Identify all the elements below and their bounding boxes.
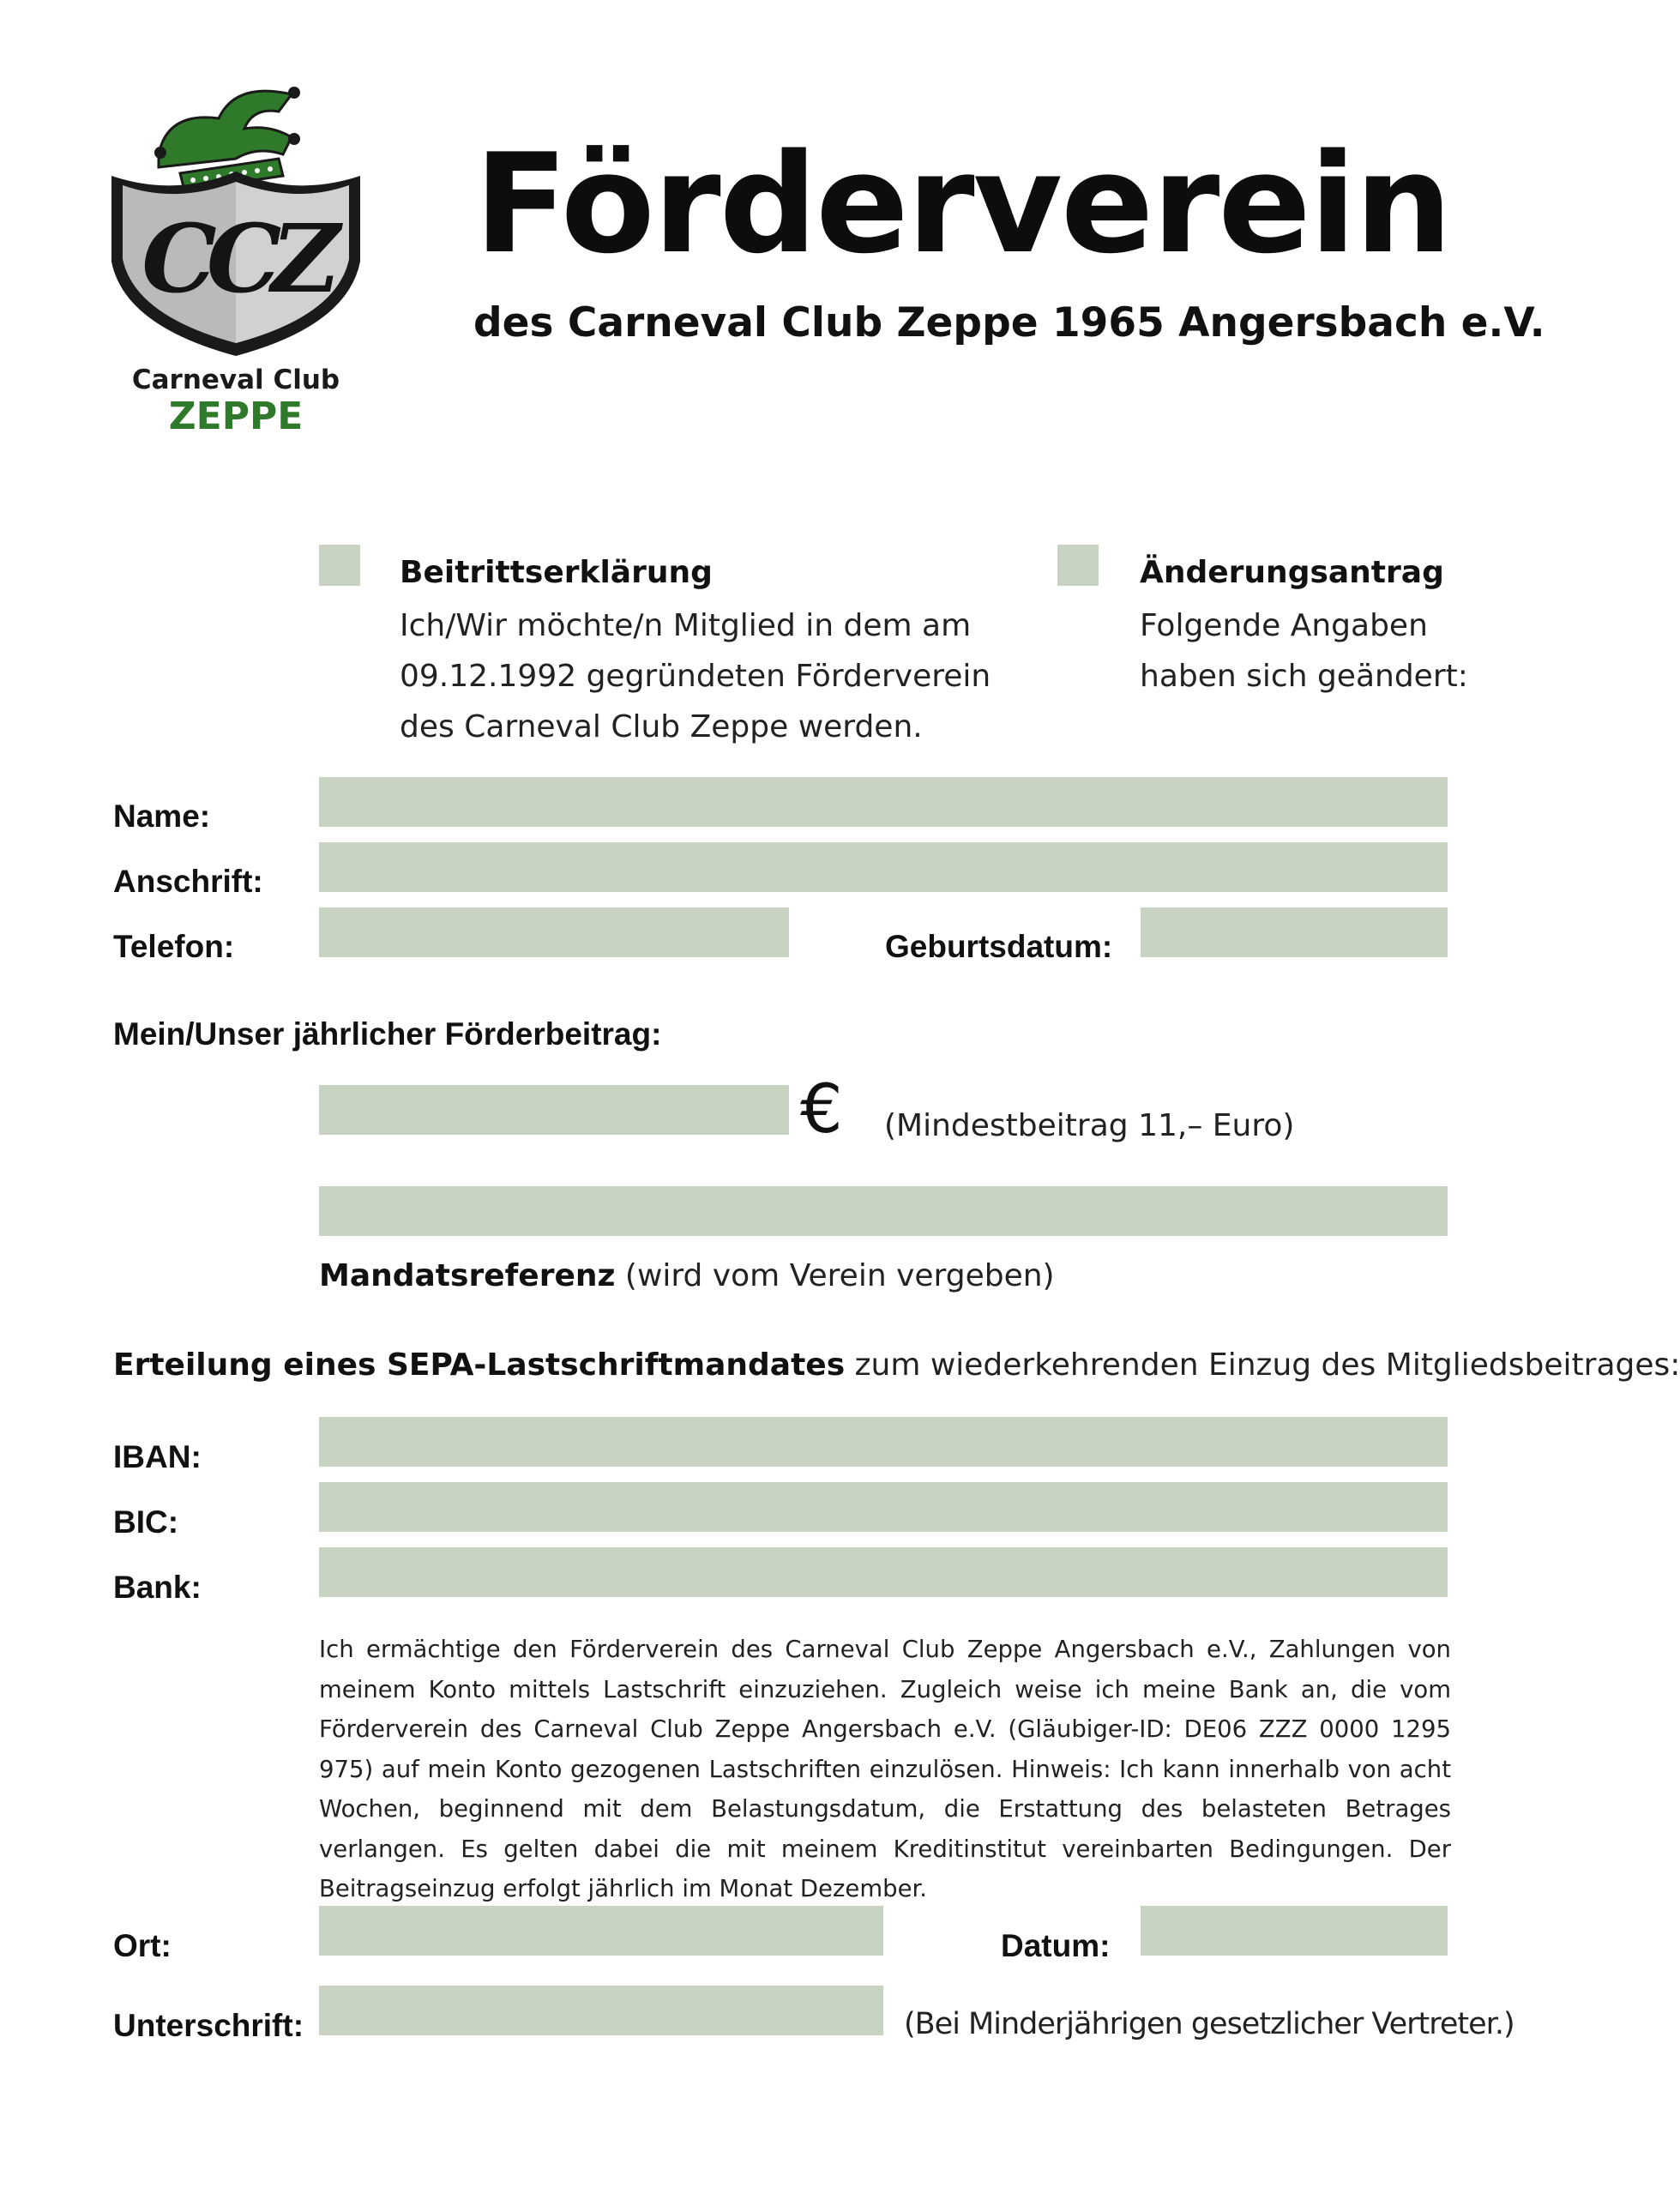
iban-label: IBAN: <box>113 1439 202 1474</box>
contribution-amount-field[interactable] <box>319 1085 789 1135</box>
address-field[interactable] <box>319 842 1448 892</box>
sepa-heading-rest: zum wiederkehrenden Einzug des Mitgliedsbeitrages: <box>845 1347 1680 1383</box>
club-logo <box>107 77 364 446</box>
bank-field[interactable] <box>319 1547 1448 1597</box>
euro-sign: € <box>800 1071 843 1148</box>
join-line-1: Ich/Wir möchte/n Mitglied in dem am <box>400 608 972 643</box>
mandate-reference-note: (wird vom Verein vergeben) <box>615 1258 1055 1293</box>
phone-field[interactable] <box>319 907 789 957</box>
jester-shield-icon <box>107 77 364 360</box>
birthdate-field[interactable] <box>1141 907 1448 957</box>
join-line-3: des Carneval Club Zeppe werden. <box>400 709 923 744</box>
join-checkbox[interactable] <box>319 545 360 586</box>
sepa-heading-bold: Erteilung eines SEPA-Lastschriftmandates <box>113 1347 846 1383</box>
page-title: Förderverein <box>474 124 1451 284</box>
page-subtitle: des Carneval Club Zeppe 1965 Angersbach e.V. <box>473 299 1545 347</box>
mandate-reference-label <box>319 1258 1055 1293</box>
bic-label: BIC: <box>113 1504 179 1540</box>
mandate-reference-field[interactable] <box>319 1186 1448 1236</box>
place-label: Ort: <box>113 1928 172 1963</box>
birthdate-label: Geburtsdatum: <box>885 929 1113 964</box>
signature-field[interactable] <box>319 1986 883 2035</box>
sepa-heading <box>113 1347 1680 1383</box>
phone-label: Telefon: <box>113 929 235 964</box>
mandate-reference-title: Mandatsreferenz <box>319 1258 616 1293</box>
address-label: Anschrift: <box>113 864 263 899</box>
name-label: Name: <box>113 799 211 834</box>
date-label: Datum: <box>1001 1928 1111 1963</box>
signature-label: Unterschrift: <box>113 2008 304 2043</box>
join-heading: Beitrittserklärung <box>400 555 713 590</box>
bic-field[interactable] <box>319 1482 1448 1532</box>
logo-line-1: Carneval Club <box>131 365 340 395</box>
contribution-heading: Mein/Unser jährlicher Förderbeitrag: <box>113 1016 662 1052</box>
change-line-2: haben sich geändert: <box>1140 659 1468 694</box>
change-heading: Änderungsantrag <box>1140 555 1444 590</box>
iban-field[interactable] <box>319 1417 1448 1467</box>
change-checkbox[interactable] <box>1057 545 1099 586</box>
join-line-2: 09.12.1992 gegründeten Förderverein <box>400 659 991 694</box>
svg-text:CCZ: CCZ <box>142 203 330 314</box>
bank-label: Bank: <box>113 1570 202 1605</box>
date-field[interactable] <box>1141 1906 1448 1956</box>
change-line-1: Folgende Angaben <box>1140 608 1428 643</box>
sepa-authorization-text: Ich ermächtige den Förderverein des Carneval Club Zeppe Angersbach e.V., Zahlungen von meinem Konto mittels Lastschrift einzuziehen. Zugleich weise ich meine Bank an, die vom Förderverein des Carneval Club Zeppe Angersbach e.V. (Gläubiger-ID: DE06 ZZZ 0000 1295 975) auf mein Konto gezogenen Lastschriften einzulösen. Hinweis: Ich kann innerhalb von acht Wochen, beginnend mit dem Belastungsdatum, die Erstattung des belasteten Betrages verlangen. Es gelten dabei die mit meinem Kreditinstitut vereinbarten Bedingungen. Der Beitragseinzug erfolgt jährlich im Monat Dezember. <box>319 1636 1451 1902</box>
minimum-contribution-note: (Mindestbeitrag 11,– Euro) <box>884 1108 1295 1143</box>
minor-guardian-note: (Bei Minderjährigen gesetzlicher Vertreter.) <box>904 2007 1514 2041</box>
place-field[interactable] <box>319 1906 883 1956</box>
name-field[interactable] <box>319 777 1448 827</box>
logo-line-2: ZEPPE <box>168 395 304 438</box>
